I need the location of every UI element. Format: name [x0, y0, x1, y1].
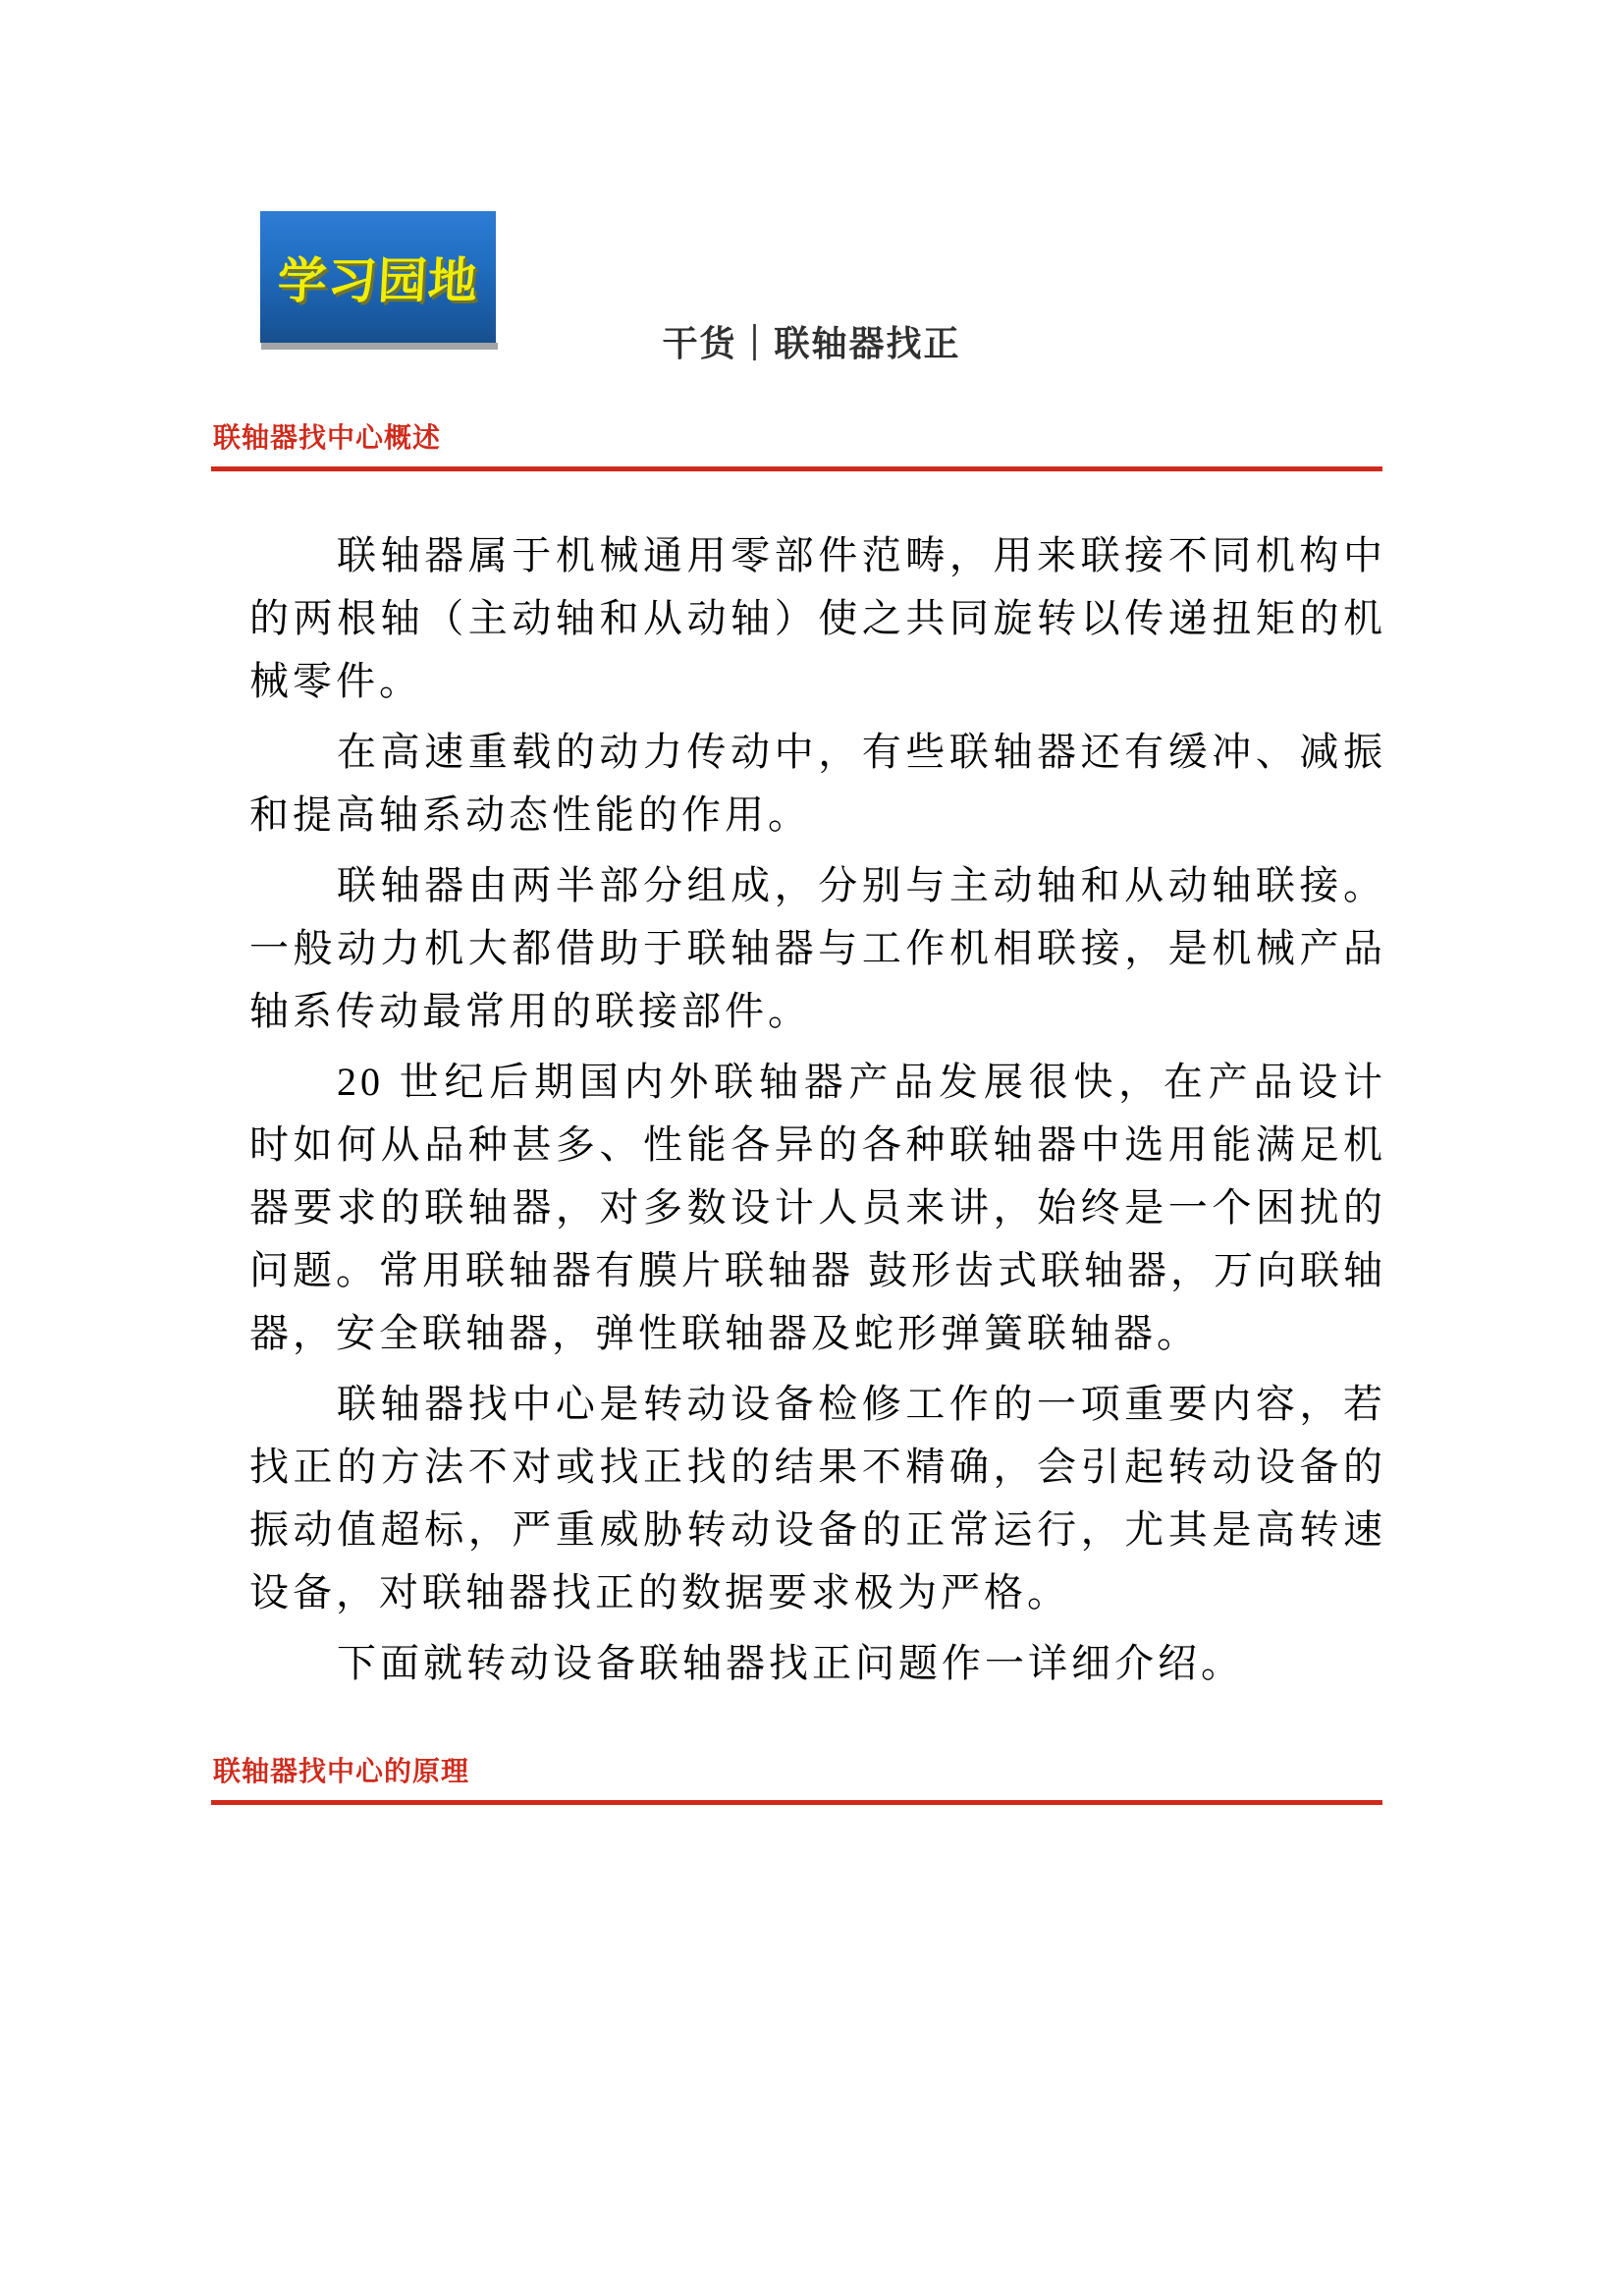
paragraph: 联轴器由两半部分组成，分别与主动轴和从动轴联接。一般动力机大都借助于联轴器与工作机相联接，是机械产品轴系传动最常用的联接部件。 [249, 863, 1386, 1033]
paragraph: 20 世纪后期国内外联轴器产品发展很快，在产品设计时如何从品种甚多、性能各异的各种联轴器中选用能满足机器要求的联轴器，对多数设计人员来讲，始终是一个困扰的问题。常用联轴器有膜片联轴器 鼓形齿式联轴器，万向联轴器，安全联轴器，弹性联轴器及蛇形弹簧联轴器。 [249, 1060, 1386, 1355]
section-heading-principle: 联轴器找中心的原理 [213, 1756, 470, 1786]
paragraph: 下面就转动设备联轴器找正问题作一详细介绍。 [337, 1641, 1244, 1685]
paragraph: 联轴器属于机械通用零部件范畴，用来联接不同机构中的两根轴（主动轴和从动轴）使之共同旋转以传递扭矩的机械零件。 [249, 533, 1386, 703]
article-body [249, 524, 1386, 1703]
article-title: 干货｜联轴器找正 [662, 323, 961, 363]
section-divider [211, 466, 1382, 471]
paragraph: 联轴器找中心是转动设备检修工作的一项重要内容，若找正的方法不对或找正找的结果不精确，会引起转动设备的振动值超标，严重威胁转动设备的正常运行，尤其是高转速设备，对联轴器找正的数据要求极为严格。 [249, 1382, 1386, 1614]
section-heading-overview: 联轴器找中心概述 [213, 422, 442, 453]
section-principle [211, 1750, 1382, 1805]
paragraph: 在高速重载的动力传动中，有些联轴器还有缓冲、减振和提高轴系动态性能的作用。 [249, 730, 1386, 837]
section-divider [211, 1800, 1382, 1805]
study-garden-logo-text: 学习园地 [276, 253, 480, 308]
section-overview [211, 416, 1382, 471]
